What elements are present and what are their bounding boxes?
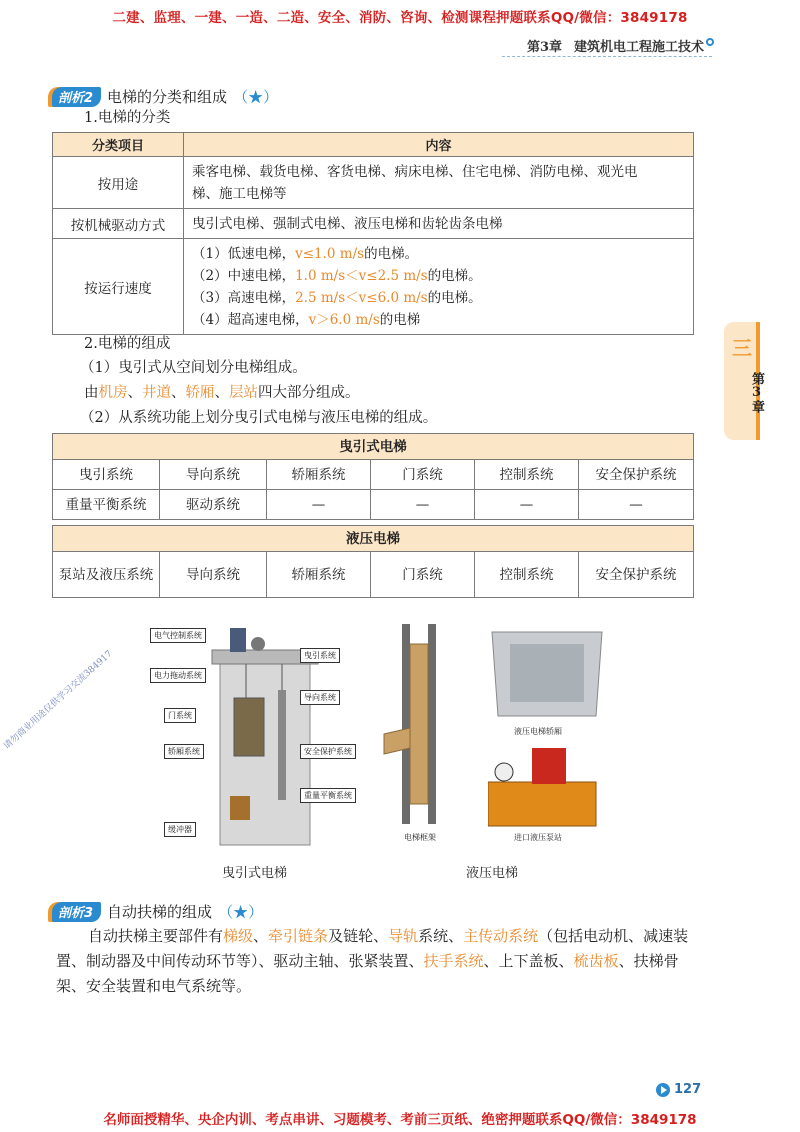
speed-range: 2.5 m/s＜v≤6.0 m/s — [295, 289, 428, 306]
table-cell: 轿厢系统 — [267, 460, 371, 490]
speed-line — [192, 287, 685, 309]
paragraph — [84, 383, 360, 403]
text: 、 — [253, 927, 269, 945]
system-composition-table — [52, 433, 694, 598]
speed-text: 的电梯。 — [364, 245, 419, 262]
highlight: 机房 — [98, 385, 128, 401]
speed-text: 的电梯。 — [427, 267, 482, 284]
subheading-composition: 2.电梯的组成 — [84, 336, 171, 352]
table-row — [53, 209, 694, 239]
table-cell: 门系统 — [371, 552, 475, 598]
table-row — [53, 460, 694, 490]
section-badge: 剖析2 — [52, 87, 101, 107]
chapter-tab-label: 第3章 — [749, 372, 764, 413]
speed-range: v≤1.0 m/s — [295, 245, 365, 262]
section-heading-3 — [52, 901, 263, 922]
highlight: 轿厢 — [185, 385, 215, 401]
text: 四大部分组成。 — [258, 385, 360, 401]
section-title: 电梯的分类和组成 — [107, 88, 228, 106]
speed-text: 的电梯。 — [427, 289, 482, 306]
bottom-banner: 名师面授精华、央企内训、考点串讲、习题模考、考前三页纸、绝密押题联系QQ/微信：3849178 — [103, 1112, 697, 1128]
table-cell: 轿厢系统 — [267, 552, 371, 598]
location-pin-icon — [706, 38, 714, 46]
caption-hydraulic: 液压电梯 — [466, 866, 519, 881]
highlight: 扶手系统 — [423, 952, 484, 970]
highlight: 层站 — [229, 385, 258, 401]
table-cell: 驱动系统 — [160, 490, 267, 520]
paragraph: （2）从系统功能上划分曳引式电梯与液压电梯的组成。 — [80, 410, 438, 426]
text: 、 — [214, 385, 229, 401]
star-rating: （★） — [218, 903, 264, 921]
pump-label: 进口液压泵站 — [514, 833, 562, 842]
callout-label: 电力拖动系统 — [150, 668, 206, 683]
play-icon — [656, 1083, 670, 1097]
highlight: 梯级 — [223, 927, 254, 945]
frame-label: 电梯框架 — [404, 833, 436, 842]
table-row — [53, 490, 694, 520]
row-category: 按机械驱动方式 — [53, 209, 184, 239]
table-row — [53, 239, 694, 335]
callout-label: 曳引系统 — [300, 648, 340, 663]
table-cell: 重量平衡系统 — [53, 490, 160, 520]
table-cell: 安全保护系统 — [579, 552, 694, 598]
page-number — [656, 1082, 701, 1097]
header-content: 内容 — [184, 133, 694, 157]
content-line: 梯、施工电梯等 — [192, 185, 287, 202]
chapter-tab-icon: 三 — [732, 336, 752, 360]
table-cell: — — [475, 490, 579, 520]
callout-label: 导向系统 — [300, 690, 340, 705]
table-cell: 导向系统 — [160, 460, 267, 490]
traction-elevator-figure — [150, 620, 370, 850]
text: 减速装置、制动器及中间传动环节等）、驱动主轴、张紧装置、 — [56, 927, 689, 970]
speed-range: v＞6.0 m/s — [308, 311, 380, 328]
callout-label: 重量平衡系统 — [300, 788, 356, 803]
header-category: 分类项目 — [53, 133, 184, 157]
car-label: 液压电梯轿厢 — [514, 727, 562, 736]
row-content — [184, 239, 694, 335]
speed-text: （3）高速电梯， — [192, 289, 296, 306]
text: 由 — [84, 385, 99, 401]
paragraph: （1）曳引式从空间划分电梯组成。 — [80, 360, 307, 376]
text: 自动扶梯主要部件有 — [88, 927, 224, 945]
text: 、扶梯骨架、安全装置和电气系统等。 — [56, 952, 679, 995]
speed-range: 1.0 m/s＜v≤2.5 m/s — [295, 267, 428, 284]
table-cell: 导向系统 — [160, 552, 267, 598]
speed-line — [192, 265, 685, 287]
chapter-header — [527, 36, 704, 55]
car-drawing — [488, 628, 606, 722]
text: 、 — [171, 385, 186, 401]
table-cell: 曳引系统 — [53, 460, 160, 490]
speed-text: （2）中速电梯， — [192, 267, 296, 284]
callout-label: 门系统 — [164, 708, 196, 723]
chapter-number: 第3章 — [526, 40, 562, 55]
top-banner: 二建、监理、一建、一造、二造、安全、消防、咨询、检测课程押题联系QQ/微信：3849178 — [112, 10, 688, 26]
callout-label: 安全保护系统 — [300, 744, 356, 759]
table-cell: — — [371, 490, 475, 520]
page-number-text: 127 — [674, 1082, 702, 1097]
callout-label: 轿厢系统 — [164, 744, 204, 759]
speed-line — [192, 243, 685, 265]
section-heading-2 — [52, 86, 278, 107]
text: 、上下盖板、 — [483, 952, 574, 970]
speed-text: 的电梯 — [379, 311, 421, 328]
escalator-paragraph — [56, 924, 706, 999]
highlight: 主传动系统 — [463, 927, 539, 945]
hydraulic-car-figure — [488, 628, 606, 738]
watermark: 请勿商业用途仅供学习交流384917 — [2, 648, 115, 752]
section-badge: 剖析3 — [52, 902, 101, 922]
table-cell: — — [267, 490, 371, 520]
elevator-frame-figure — [380, 624, 460, 842]
header-divider — [502, 56, 712, 57]
speed-text: （4）超高速电梯， — [192, 311, 309, 328]
highlight: 板 — [603, 952, 619, 970]
table-cell: 控制系统 — [475, 460, 579, 490]
table-row — [53, 552, 694, 598]
content-line: 乘客电梯、载货电梯、客货电梯、病床电梯、住宅电梯、消防电梯、观光电 — [192, 163, 638, 180]
chapter-side-tab[interactable] — [724, 322, 764, 440]
table-cell: 控制系统 — [475, 552, 579, 598]
table-cell: 安全保护系统 — [579, 460, 694, 490]
callout-label: 电气控制系统 — [150, 628, 206, 643]
row-content: 曳引式电梯、强制式电梯、液压电梯和齿轮齿条电梯 — [184, 209, 694, 239]
highlight: 导轨 — [388, 927, 419, 945]
text: 及链轮、 — [328, 927, 389, 945]
highlight: 梳齿 — [573, 952, 604, 970]
table-cell: 泵站及液压系统 — [53, 552, 160, 598]
row-content — [184, 157, 694, 209]
highlight: 牵引链条 — [268, 927, 329, 945]
table-cell: 门系统 — [371, 460, 475, 490]
section-title: 自动扶梯的组成 — [107, 903, 213, 921]
text: 系统、 — [418, 927, 464, 945]
speed-line — [192, 309, 685, 331]
table-row — [53, 157, 694, 209]
hydraulic-title: 液压电梯 — [53, 526, 694, 552]
table-header-row — [53, 133, 694, 157]
table-cell: — — [579, 490, 694, 520]
speed-text: （1）低速电梯， — [192, 245, 296, 262]
callout-label: 缓冲器 — [164, 822, 196, 837]
pump-drawing — [488, 742, 598, 832]
row-category: 按用途 — [53, 157, 184, 209]
star-rating: （★） — [233, 88, 279, 106]
traction-title: 曳引式电梯 — [53, 434, 694, 460]
subheading-classification: 1.电梯的分类 — [84, 110, 171, 126]
highlight: 井道 — [142, 385, 171, 401]
caption-traction: 曳引式电梯 — [222, 866, 288, 881]
row-category: 按运行速度 — [53, 239, 184, 335]
text: （包括电动机、 — [538, 927, 644, 945]
frame-drawing — [380, 624, 460, 834]
text: 、 — [127, 385, 142, 401]
classification-table — [52, 132, 694, 335]
pump-station-figure — [488, 742, 598, 842]
chapter-title: 建筑机电工程施工技术 — [573, 40, 704, 55]
